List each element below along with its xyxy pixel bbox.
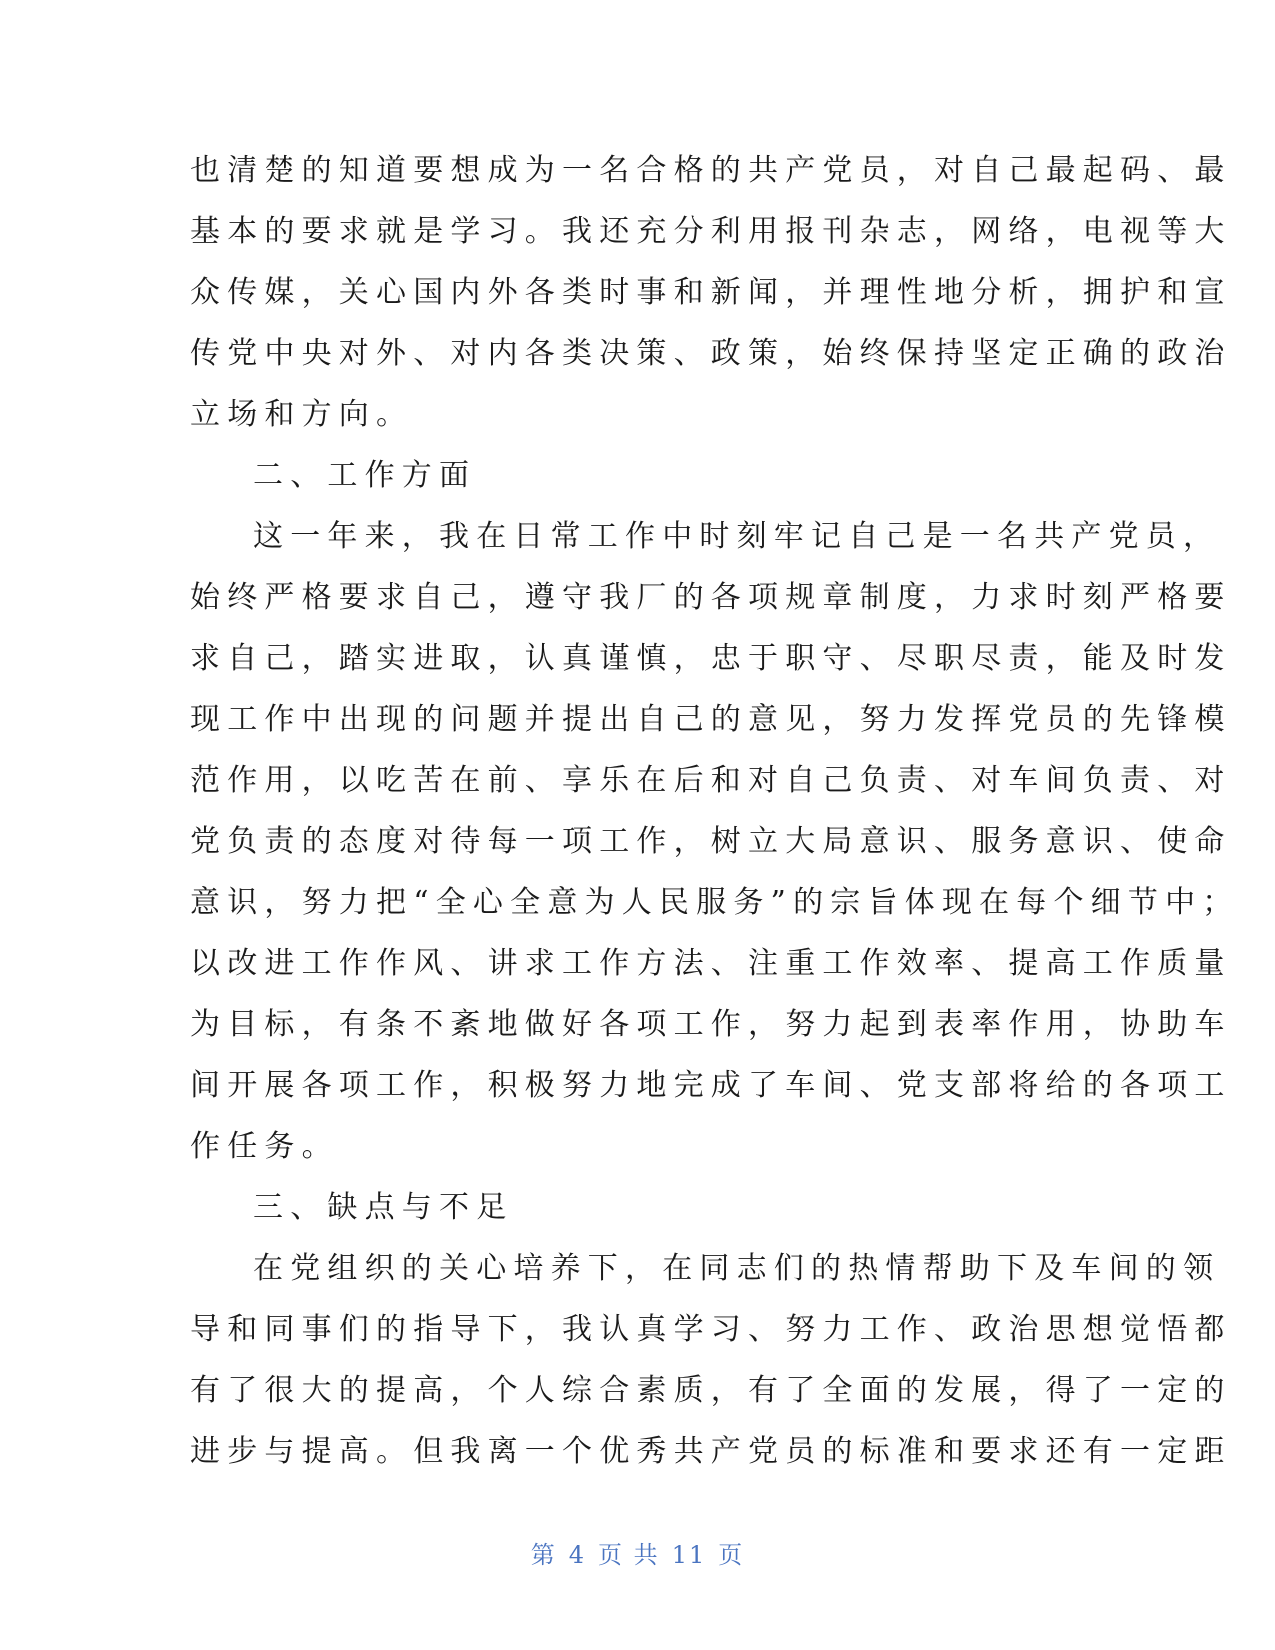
- page-footer: [0, 1535, 1275, 1570]
- text-line: 以改进工作作风、讲求工作方法、注重工作效率、提高工作质量: [190, 946, 1232, 981]
- text-line: 基本的要求就是学习。我还充分利用报刊杂志，网络，电视等大: [190, 214, 1232, 249]
- footer-current-page: 4: [568, 1541, 587, 1569]
- text-line: 意识，努力把“全心全意为人民服务”的宗旨体现在每个细节中；: [190, 885, 1240, 920]
- text-line: 立场和方向。: [190, 397, 414, 432]
- text-line: 作任务。: [190, 1129, 339, 1164]
- text-line: 求自己，踏实进取，认真谨慎，忠于职守、尽职尽责，能及时发: [190, 641, 1232, 676]
- footer-prefix: 第: [530, 1541, 557, 1569]
- text-line: 党负责的态度对待每一项工作，树立大局意识、服务意识、使命: [190, 824, 1232, 859]
- text-line: 导和同事们的指导下，我认真学习、努力工作、政治思想觉悟都: [190, 1312, 1232, 1347]
- document-body: [190, 140, 1240, 1482]
- text-line: 始终严格要求自己，遵守我厂的各项规章制度，力求时刻严格要: [190, 580, 1232, 615]
- text-line: 现工作中出现的问题并提出自己的意见，努力发挥党员的先锋模: [190, 702, 1232, 737]
- text-line: 这一年来，我在日常工作中时刻牢记自己是一名共产党员，: [253, 519, 1221, 554]
- text-line: 间开展各项工作，积极努力地完成了车间、党支部将给的各项工: [190, 1068, 1232, 1103]
- text-line: 为目标，有条不紊地做好各项工作，努力起到表率作用，协助车: [190, 1007, 1232, 1042]
- text-line: 在党组织的关心培养下，在同志们的热情帮助下及车间的领: [253, 1251, 1221, 1286]
- text-line: 进步与提高。但我离一个优秀共产党员的标准和要求还有一定距: [190, 1434, 1232, 1469]
- text-line: 范作用，以吃苦在前、享乐在后和对自己负责、对车间负责、对: [190, 763, 1232, 798]
- text-line: 二、工作方面: [253, 458, 477, 493]
- footer-middle: 页 共: [598, 1541, 660, 1569]
- text-line: 也清楚的知道要想成为一名合格的共产党员，对自己最起码、最: [190, 153, 1232, 188]
- text-line: 众传媒，关心国内外各类时事和新闻，并理性地分析，拥护和宣: [190, 275, 1232, 310]
- text-line: 有了很大的提高，个人综合素质，有了全面的发展，得了一定的: [190, 1373, 1232, 1408]
- text-line: 传党中央对外、对内各类决策、政策，始终保持坚定正确的政治: [190, 336, 1232, 371]
- footer-suffix: 页: [718, 1541, 745, 1569]
- footer-total-pages: 11: [671, 1541, 707, 1569]
- text-line: 三、缺点与不足: [253, 1190, 514, 1225]
